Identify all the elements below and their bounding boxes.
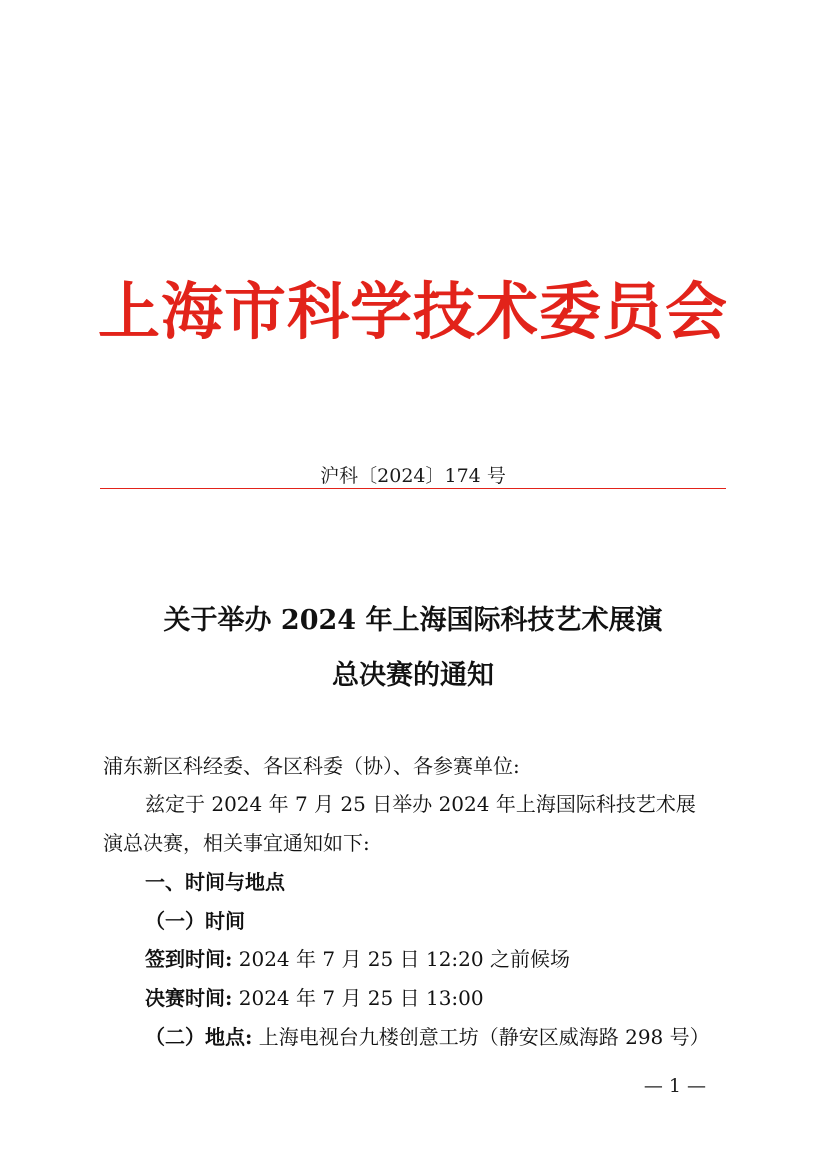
red-divider-line (100, 488, 726, 489)
document-title-line-1: 关于举办 2024 年上海国际科技艺术展演 (163, 605, 663, 636)
intro-paragraph-line-1: 兹定于 2024 年 7 月 25 日举办 2024 年上海国际科技艺术展 (145, 792, 696, 816)
salutation: 浦东新区科经委、各区科委（协）、各参赛单位: (103, 754, 520, 778)
page-number: — 1 — (643, 1075, 706, 1097)
signin-time-label: 签到时间: (145, 947, 233, 971)
final-time-line (145, 981, 484, 1015)
intro-paragraph-line-2: 演总决赛，相关事宜通知如下: (103, 831, 370, 855)
final-time-label: 决赛时间: (145, 986, 233, 1010)
location-line (145, 1020, 710, 1054)
document-number: 沪科〔2024〕174 号 (320, 465, 506, 487)
location-value: 上海电视台九楼创意工坊（静安区威海路 298 号） (258, 1025, 710, 1049)
issuing-organization-header: 上海市科学技术委员会 (97, 275, 728, 348)
signin-time-value: 2024 年 7 月 25 日 12:20 之前候场 (238, 947, 570, 971)
signin-time-line (145, 942, 570, 976)
location-label: （二）地点: (145, 1025, 253, 1049)
final-time-value: 2024 年 7 月 25 日 13:00 (238, 986, 484, 1010)
subsection-heading-time: （一）时间 (145, 909, 245, 933)
section-heading-time-and-location: 一、时间与地点 (145, 870, 285, 894)
document-title-line-2: 总决赛的通知 (332, 660, 494, 691)
